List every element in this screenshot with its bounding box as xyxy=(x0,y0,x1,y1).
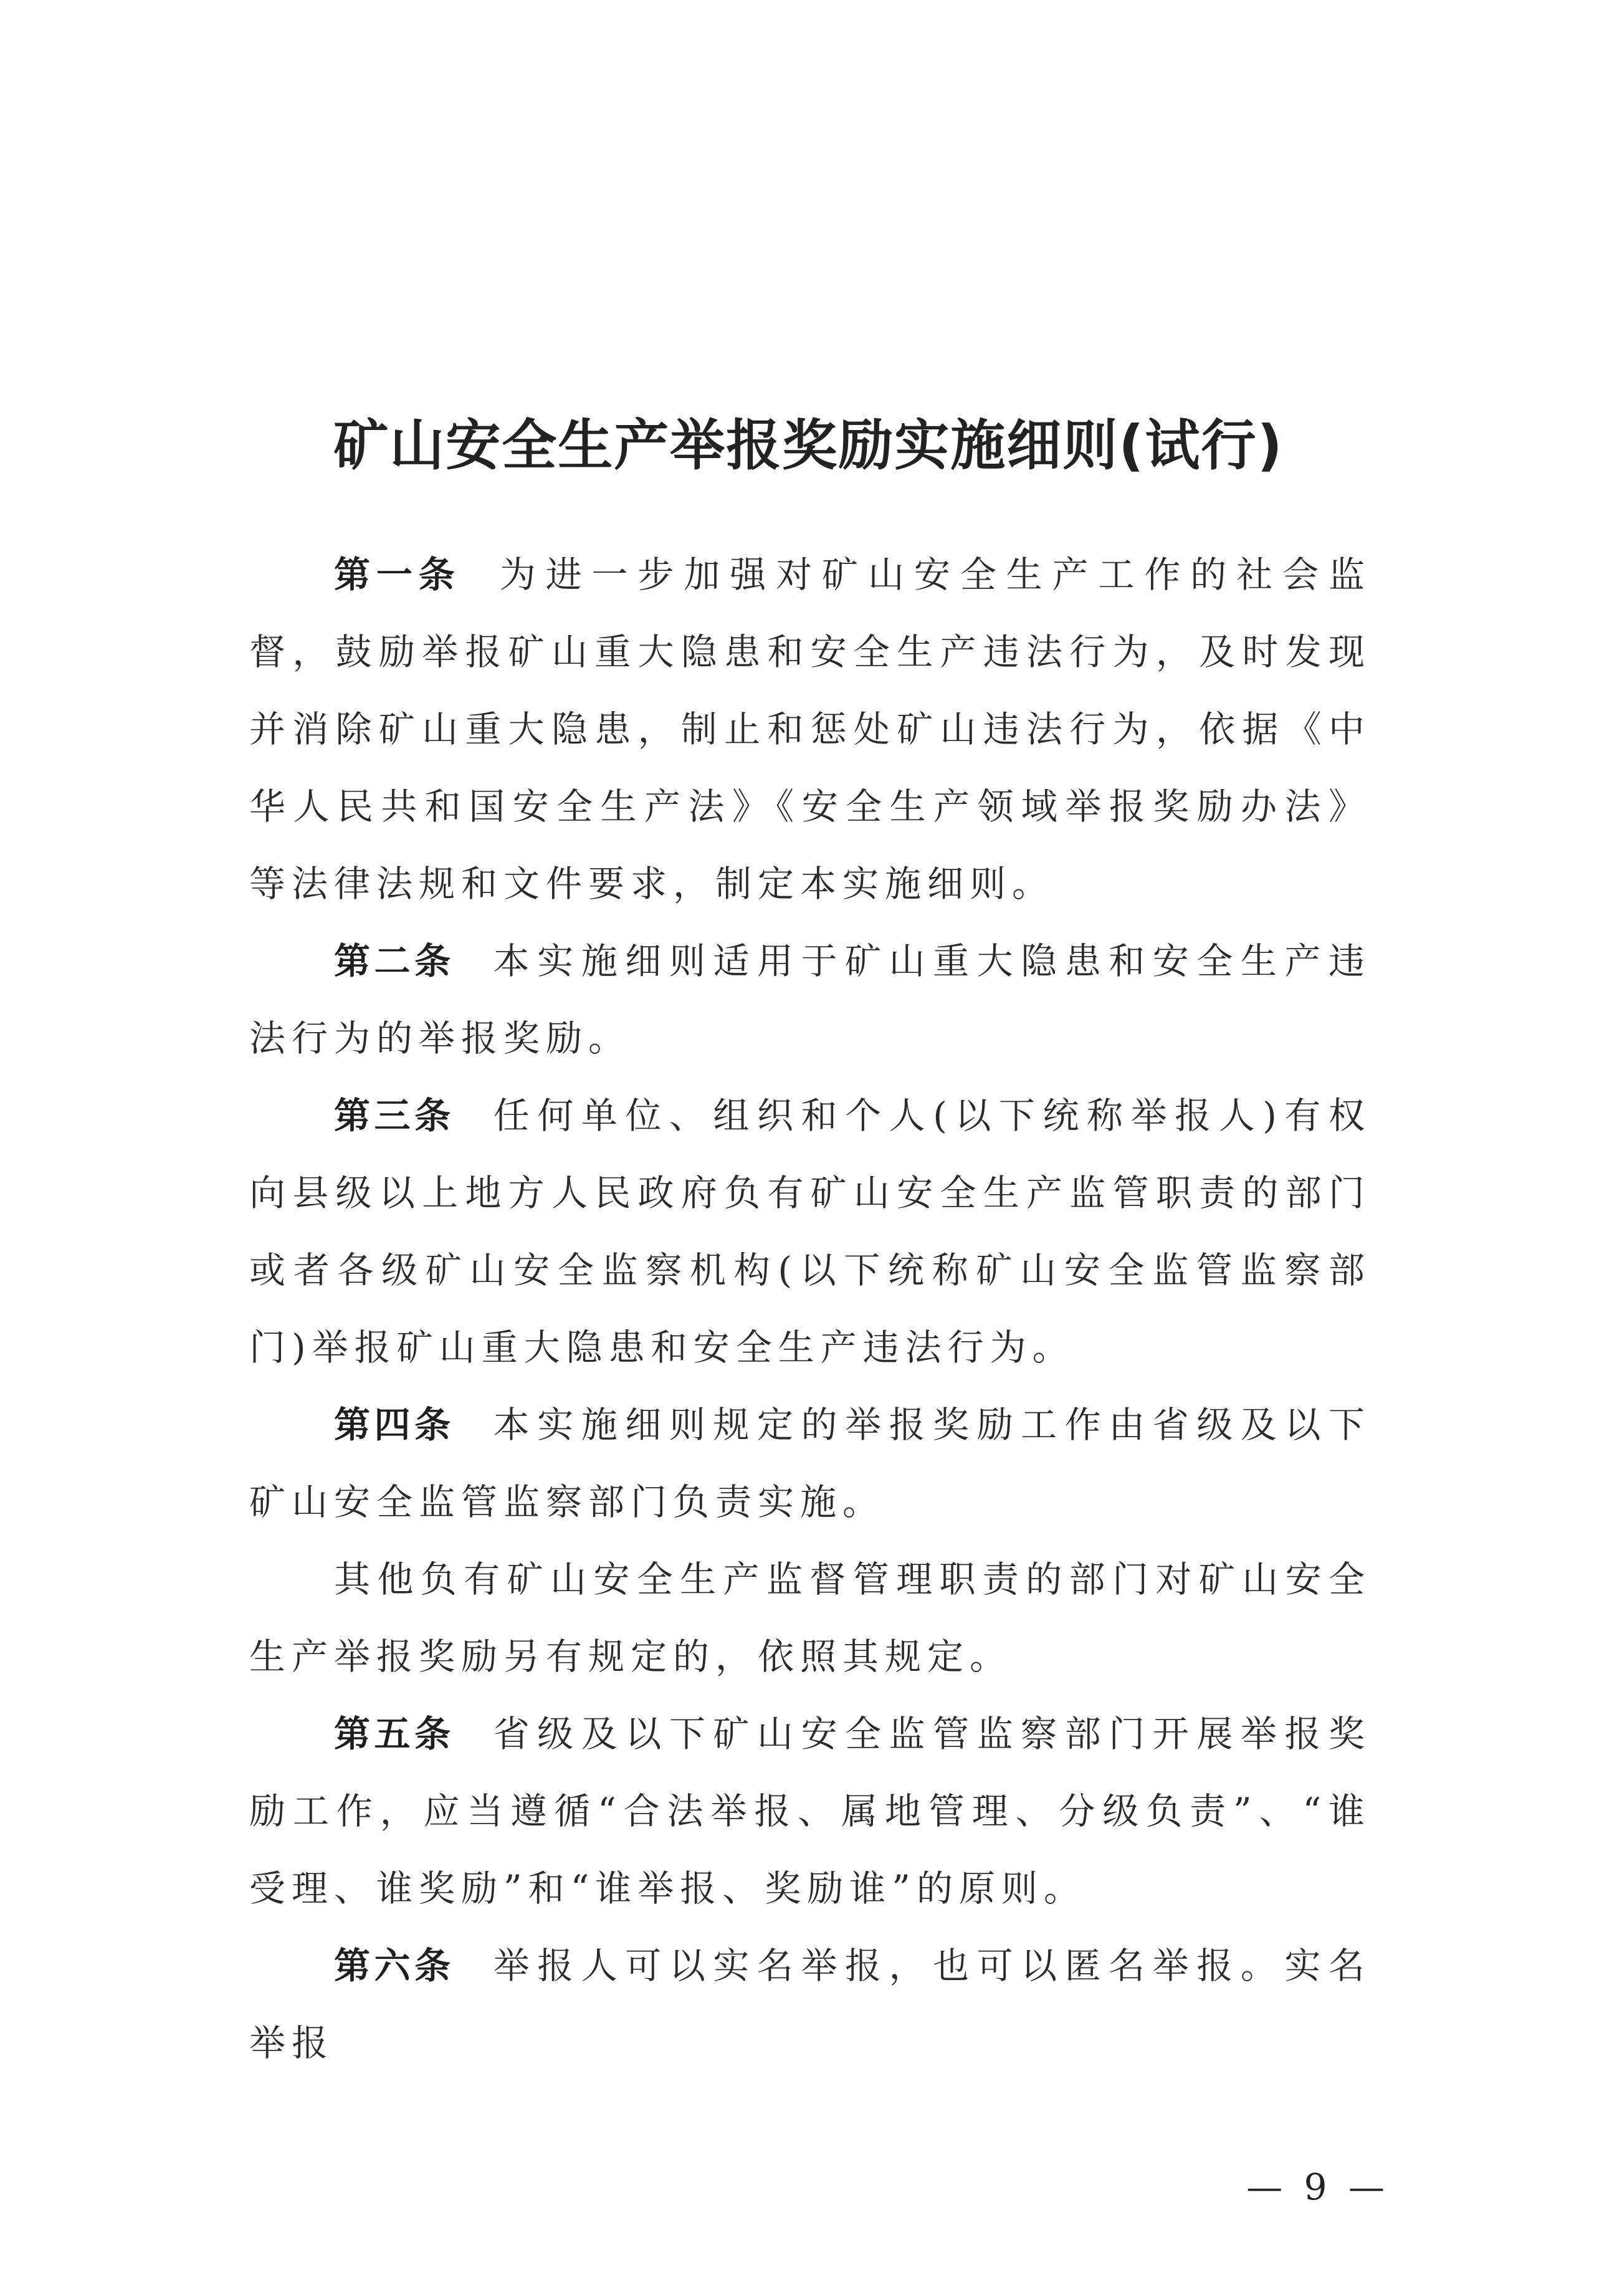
article-2-label: 第二条 xyxy=(334,940,455,982)
article-4-label: 第四条 xyxy=(334,1404,455,1446)
article-6-text: 举报人可以实名举报，也可以匿名举报。实名举报 xyxy=(249,1944,1371,2064)
article-4-text: 本实施细则规定的举报奖励工作由省级及以下矿山安全监管监察部门负责实施。 xyxy=(249,1404,1371,1523)
article-4 xyxy=(249,1386,1371,1541)
document-body xyxy=(249,536,1371,2082)
article-6-label: 第六条 xyxy=(334,1944,455,1987)
article-1 xyxy=(249,536,1371,922)
article-5-text: 省级及以下矿山安全监管监察部门开展举报奖励工作，应当遵循“合法举报、属地管理、分级负责”、“谁受理、谁奖励”和“谁举报、奖励谁”的原则。 xyxy=(249,1713,1371,1910)
article-4-paragraph-2 xyxy=(249,1541,1371,1695)
article-3-label: 第三条 xyxy=(334,1094,455,1137)
document-title: 矿山安全生产举报奖励实施细则(试行) xyxy=(333,413,1284,477)
article-4-paragraph-2-text: 其他负有矿山安全生产监督管理职责的部门对矿山安全生产举报奖励另有规定的，依照其规定。 xyxy=(249,1558,1371,1678)
article-3-text: 任何单位、组织和个人(以下统称举报人)有权向县级以上地方人民政府负有矿山安全生产监管职责的部门或者各级矿山安全监察机构(以下统称矿山安全监管监察部门)举报矿山重大隐患和安全生产违法行为。 xyxy=(249,1094,1371,1369)
article-1-text: 为进一步加强对矿山安全生产工作的社会监督，鼓励举报矿山重大隐患和安全生产违法行为，及时发现并消除矿山重大隐患，制止和惩处矿山违法行为，依据《中华人民共和国安全生产法》《安全生产领域举报奖励办法》等法律法规和文件要求，制定本实施细则。 xyxy=(249,553,1371,905)
article-6 xyxy=(249,1927,1371,2082)
article-5 xyxy=(249,1695,1371,1927)
article-2-text: 本实施细则适用于矿山重大隐患和安全生产违法行为的举报奖励。 xyxy=(249,940,1371,1060)
page-number: — 9 — xyxy=(1246,2166,1390,2208)
article-1-label: 第一条 xyxy=(334,553,461,596)
article-5-label: 第五条 xyxy=(334,1713,455,1755)
article-2 xyxy=(249,922,1371,1077)
article-3 xyxy=(249,1077,1371,1386)
